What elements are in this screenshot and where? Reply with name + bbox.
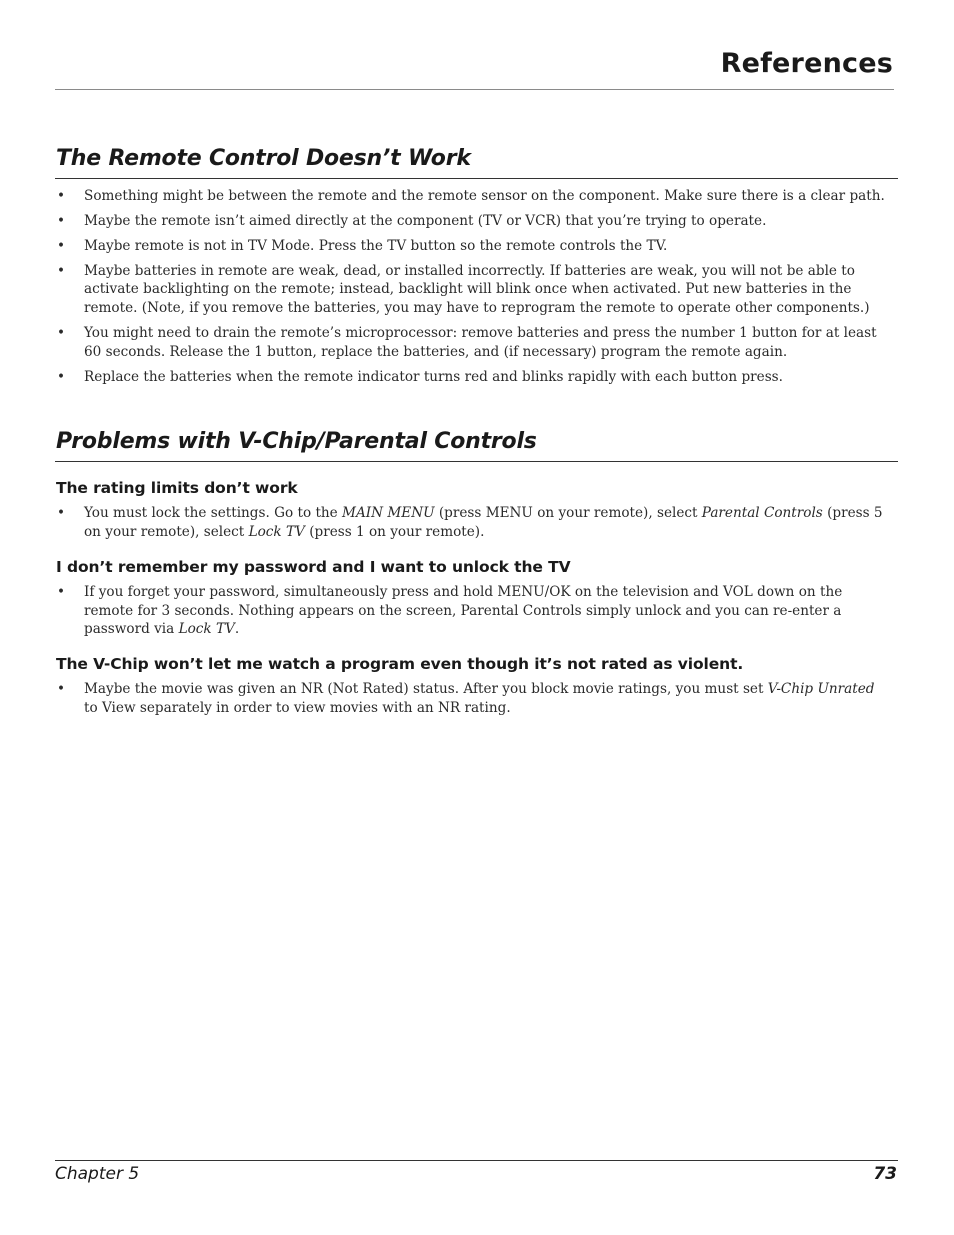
list-item: • Something might be between the remote and the remote sensor on the component. Make sure there is a clear path. [56,187,892,206]
section-title-vchip: Problems with V-Chip/Parental Controls [56,429,537,454]
password-list [56,583,892,639]
list-item: • Replace the batteries when the remote indicator turns red and blinks rapidly with each button press. [56,368,892,387]
subheading-password: I don’t remember my password and I want to unlock the TV [56,558,571,576]
list-item: • Maybe the movie was given an NR (Not Rated) status. After you block movie ratings, you must set V-Chip Unrated to View separately in order to view movies with an NR rating. [56,680,892,717]
rating-limits-list [56,504,892,541]
section-title-remote: The Remote Control Doesn’t Work [56,146,471,171]
section-divider-vchip [55,461,898,462]
remote-troubleshooting-list [56,187,892,392]
list-item: • Maybe remote is not in TV Mode. Press the TV button so the remote controls the TV. [56,237,892,256]
page-header-title: References [720,48,893,79]
section-divider-remote [55,178,898,179]
footer-divider [55,1160,898,1161]
list-item: • Maybe batteries in remote are weak, dead, or installed incorrectly. If batteries are weak, you will not be able to activate backlighting on the remote; instead, backlight will blink once when activated. Put new batteries in the remote. (Note, if you remove the batteries, you may have to reprogram the remote to operate other components.) [56,262,892,318]
list-item: • If you forget your password, simultaneously press and hold MENU/OK on the television and VOL down on the remote for 3 seconds. Nothing appears on the screen, Parental Controls simply unlock and you can re-enter a password via Lock TV. [56,583,892,639]
header-divider [55,89,894,90]
list-item: • You must lock the settings. Go to the MAIN MENU (press MENU on your remote), select Parental Controls (press 5 on your remote), select Lock TV (press 1 on your remote). [56,504,892,541]
page-number: 73 [873,1164,897,1184]
subheading-rating-limits: The rating limits don’t work [56,479,298,497]
list-item: • You might need to drain the remote’s microprocessor: remove batteries and press the number 1 button for at least 60 seconds. Release the 1 button, replace the batteries, and (if necessary) program the remote again. [56,324,892,361]
footer-chapter-label: Chapter 5 [55,1164,140,1184]
vchip-violent-list [56,680,892,717]
list-item: • Maybe the remote isn’t aimed directly at the component (TV or VCR) that you’re trying to operate. [56,212,892,231]
subheading-vchip-violent: The V-Chip won’t let me watch a program even though it’s not rated as violent. [56,655,744,673]
